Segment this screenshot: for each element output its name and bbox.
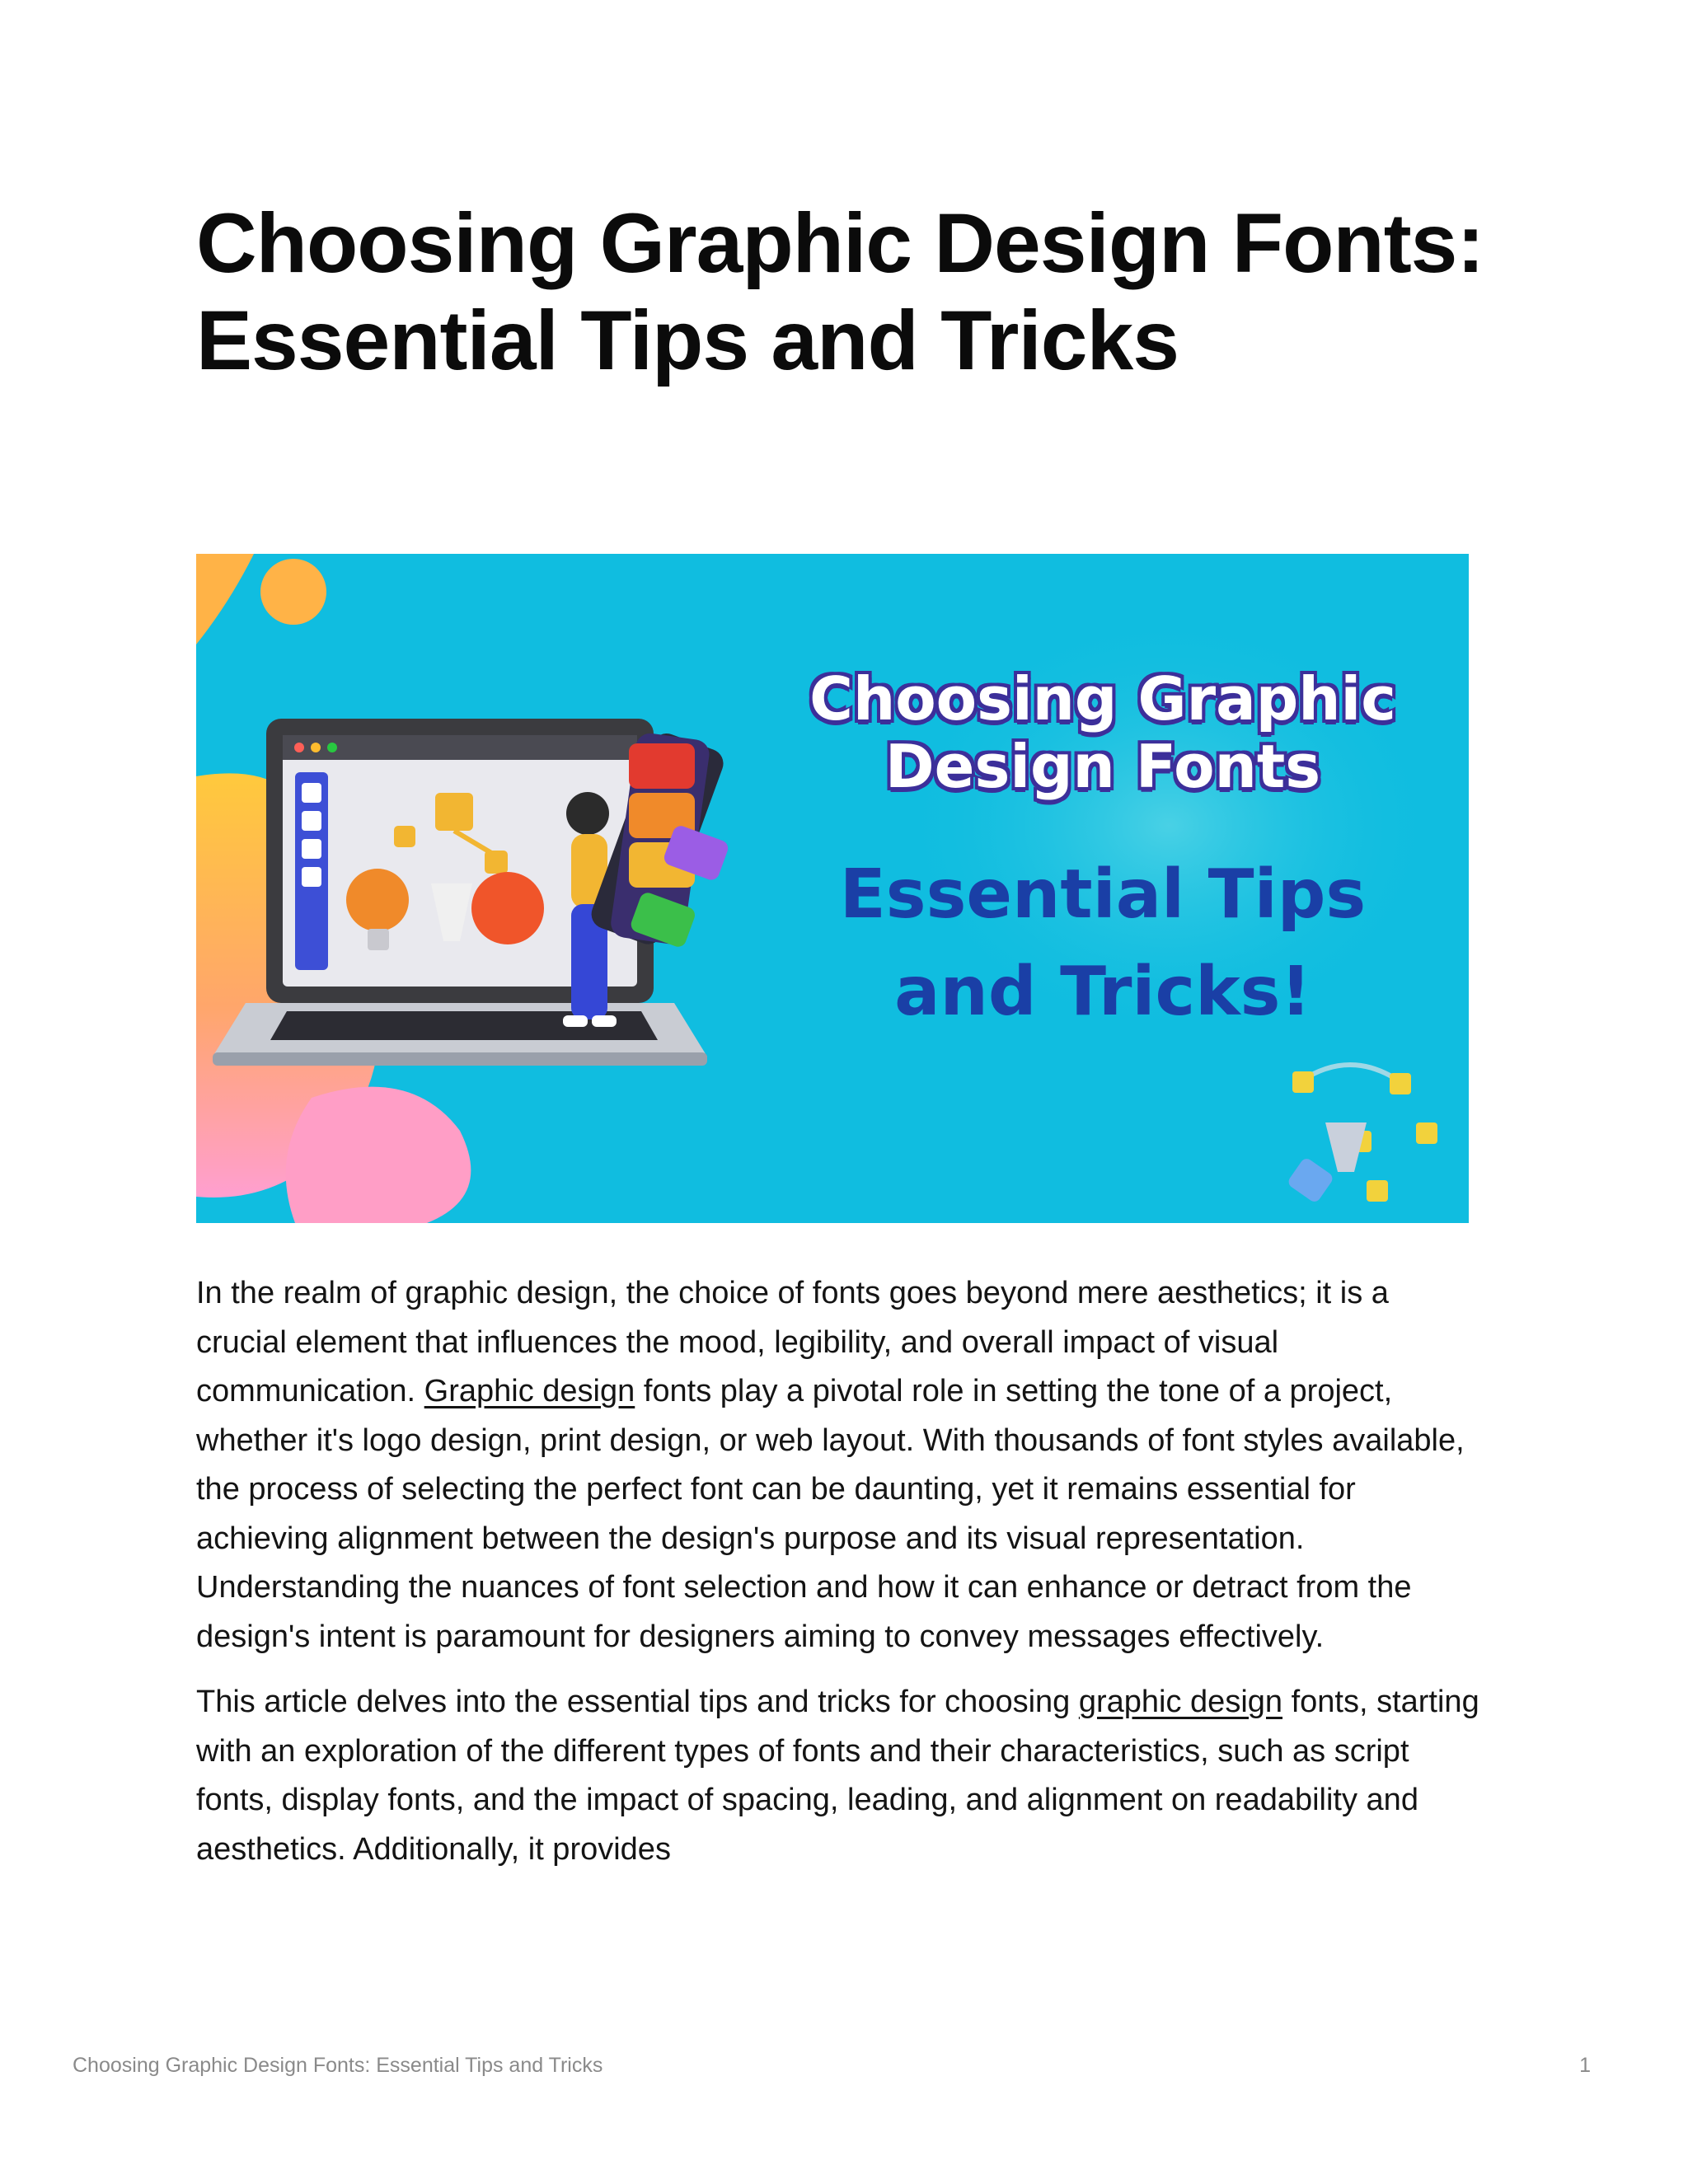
paragraph: In the realm of graphic design, the choice of fonts goes beyond mere aesthetics; it is a crucial element that influences the mood, legibility, and overall impact of visual communication. Graphic design fonts play a pivotal role in setting the tone of a project, whether it's logo design, print design, or web layout. With thousands of font styles available, the process of selecting the perfect font can be daunting, yet it remains essential for achieving alignment between the design's purpose and its visual representation. Understanding the nuances of font selection and how it can enhance or detract from the design's intent is paramount for designers aiming to convey messages effectively.	[196, 1276, 1465, 1654]
footer-doc-title: Choosing Graphic Design Fonts: Essential Tips and Tricks	[73, 2054, 603, 2077]
hero-banner-image	[196, 554, 1469, 1223]
graphic-design-link[interactable]: Graphic design	[424, 1374, 635, 1408]
hero-subheading: Essential Tips and Tricks!	[839, 855, 1367, 1031]
paragraph: This article delves into the essential tips and tricks for choosing graphic design fonts, starting with an exploration of the different types of fonts and their characteristics, such as script fonts, display fonts, and the impact of spacing, leading, and alignment on readability and aesthetics. Additionally, it provides	[196, 1685, 1479, 1867]
graphic-design-link[interactable]: graphic design	[1078, 1685, 1283, 1719]
footer-page-number: 1	[1579, 2054, 1591, 2077]
article-body	[196, 1269, 1482, 1891]
page-title: Choosing Graphic Design Fonts: Essential Tips and Tricks	[196, 196, 1484, 387]
hero-heading: Choosing Graphic Design Fonts	[809, 664, 1396, 801]
